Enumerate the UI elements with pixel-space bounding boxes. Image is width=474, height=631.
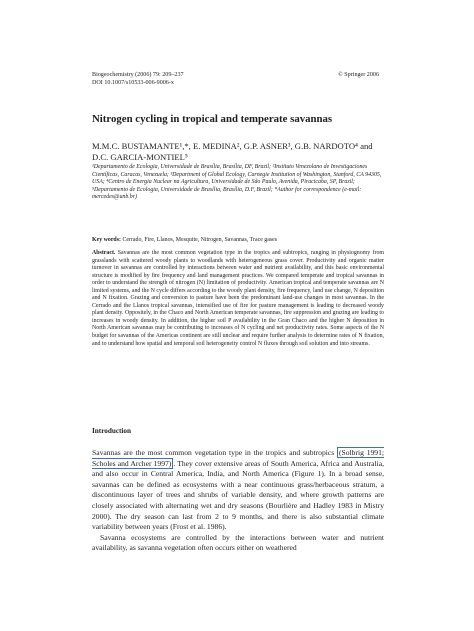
intro-p1-text-end: . They cover extensive areas of South America, Africa and Australia, and also occur in Central America, India, and North America (Figure 1). In a broad sense, savannas can be defined as ecosystems with a near continuous grass/herbaceous stratum, a discontinuous layer of trees and shrubs of variable density, and where growth patterns are closely associated with alternating wet and dry seasons (Bourlière and Hadley 1983 in Mistry 2000). The dry season can last from 2 to 9 months, and there is also substantial climate variability between years (Frost et al. 1986). [92, 458, 384, 532]
journal-citation [92, 71, 312, 88]
section-heading-introduction: Introduction [92, 427, 132, 435]
intro-p1-text-start: Savannas are the most common vegetation type in the tropics and subtropics [92, 448, 337, 457]
abstract-text: Savannas are the most common vegetation type in the tropics and subtropics, ranging in physiognomy from grasslands with scattered woody plants to woodlands with heterogeneous grass cover. Productivity and organic matter turnover in savannas are controlled by interactions between water and nutrient availability, and this basic environmental structure is modified by fire frequency and land management practices. We compared temperate and tropical savannas in order to understand the strength of nitrogen (N) limitation of productivity. American tropical and temperate savannas are N limited systems, and the N cycle differs according to the woody plant density, fire frequency, land use change, N deposition and N fixation. Grazing and conversion to pasture have been the predominant land-use changes in most savannas. In the Cerrado and the Llanos tropical savannas, intensified use of fire for pasture management is leading to decreased woody plant density. Oppositely, in the Chaco and North American temperate savannas, fire suppression and grazing are leading to increases in woody density. In addition, the higher soil P availability in the Gran Chaco and the higher N deposition in North American savannas may be contributing to increases of N cycling and net productivity rates. Some aspects of the N budget for savannas of the Americas continent are still unclear and require further analysis to determine rates of N fixation, and to understand how spatial and temporal soil heterogeneity control N fluxes through soil solution and into streams. [92, 250, 384, 347]
journal-line: Biogeochemistry (2006) 79: 209–237 [92, 72, 184, 78]
intro-paragraph-2: Savanna ecosystems are controlled by the interactions between water and nutrient availability, as savanna vegetation often occurs either on weathered [92, 532, 384, 553]
publisher-copyright: © Springer 2006 [338, 72, 379, 78]
paper-title: Nitrogen cycling in tropical and temperate savannas [92, 113, 333, 125]
affiliations: ¹Departamento de Ecologia, Universidade de Brasília, Brasília, DF, Brazil; ²Instituto Venezolano de Investigaciones Científicas, Caracas, Venezuela; ³Department of Global Ecology, Carnegie Institution of Washington, Stanford, CA 94305, USA; ⁴Centro de Energia Nuclear na Agricultura, Universidade de São Paulo, Avenida, Piracicaba, SP, Brazil; ⁵Departamento de Ecologia, Universidade de Brasília, Brasília, D.F, Brazil; *Author for correspondence (e-mail: mercedes@unb.br) [92, 164, 382, 201]
author-list: M.M.C. BUSTAMANTE¹,*, E. MEDINA², G.P. ASNER³, G.B. NARDOTO⁴ and D.C. GARCIA-MONTIEL⁵ [92, 141, 373, 162]
keywords-section [92, 237, 384, 245]
abstract-section [92, 250, 384, 348]
keywords-label: Key words: [92, 237, 121, 243]
abstract-label: Abstract. [92, 250, 116, 256]
keywords-text: Cerrado, Fire, Llanos, Mesquite, Nitrogen, Savannas, Trace gases [122, 237, 278, 243]
doi-line: DOI 10.1007/s10533-006-9006-x [92, 80, 174, 87]
citation-link[interactable]: (Solbrig 1991; Scholes and Archer 1997) [92, 448, 384, 468]
intro-paragraph-1 [92, 448, 384, 533]
introduction-body [92, 448, 384, 554]
